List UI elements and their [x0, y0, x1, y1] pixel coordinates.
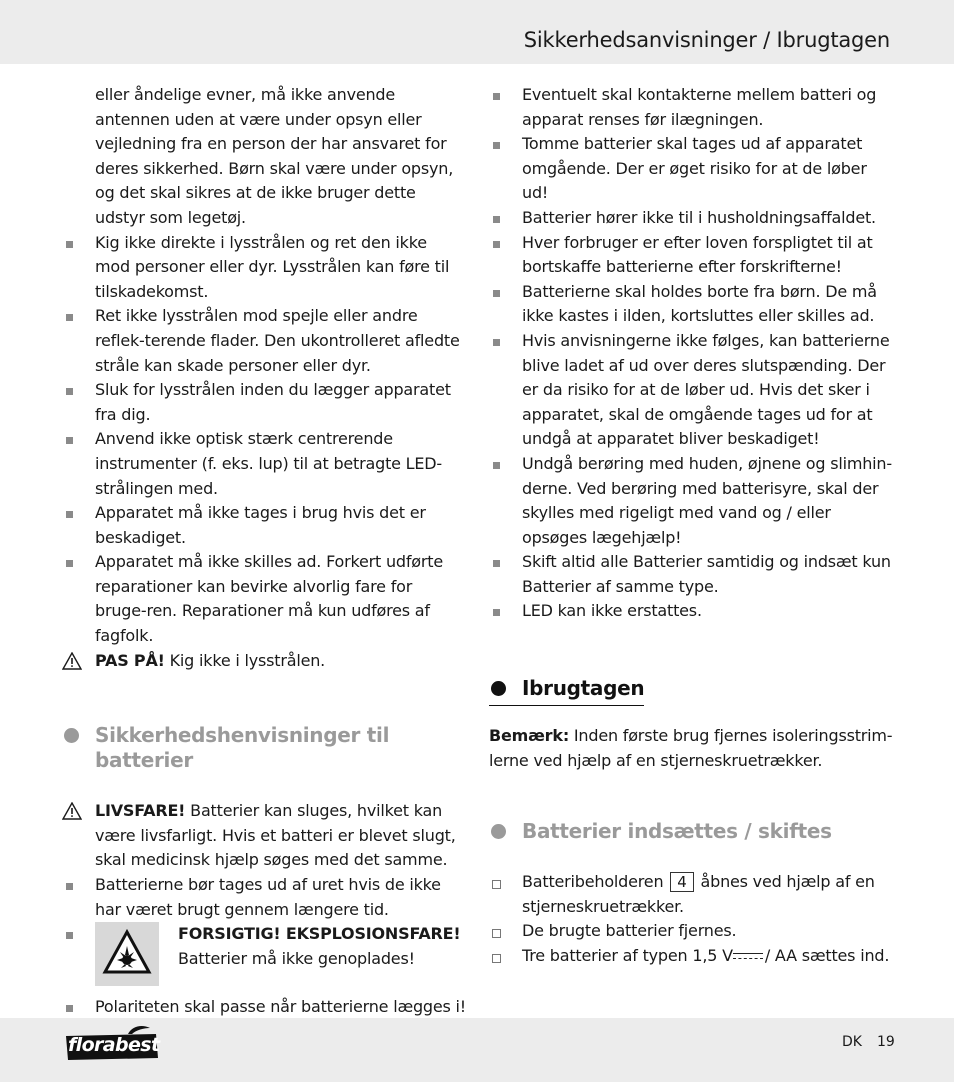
step-item: Batteribeholderen 4 åbnes ved hjælp af en stjerneskruetrækker.: [489, 870, 893, 919]
bullet-square-icon: [66, 932, 73, 939]
list-item: Hvis anvisningerne ikke følges, kan batterierne blive ladet af ud over deres slutspænding. Der er da risiko for at de løber ud. Hvis det sker i apparatet, skal de omgående tages ud for at undgå at apparatet bliver beskadiget!: [489, 329, 893, 452]
danger-text: Batterier kan sluges, hvilket kan være livsfarligt. Hvis et batteri er blevet slugt, skal medicinsk hjælp søges med det samme.: [95, 801, 456, 870]
note-paragraph: [489, 724, 893, 773]
warning-triangle-icon: [62, 652, 82, 670]
danger-note: [62, 799, 466, 873]
list-item: Ret ikke lysstrålen mod spejle eller andre reflek-terende flader. Den ukontrolleret afledte stråle kan skade personer eller dyr.: [62, 304, 466, 378]
list-item: LED kan ikke erstattes.: [489, 599, 893, 624]
dc-symbol-icon: [733, 952, 763, 962]
explosion-hazard-icon: [95, 922, 159, 986]
footer-language: DK: [842, 1034, 862, 1050]
page-title: Sikkerhedsanvisninger / Ibrugtagen: [523, 28, 890, 52]
explosion-text: Batterier må ikke genoplades!: [178, 948, 415, 968]
list-item: Apparatet må ikke tages i brug hvis det er beskadiget.: [62, 501, 466, 550]
list-item: Batterierne bør tages ud af uret hvis de ikke har været brugt gennem længere tid.: [62, 873, 466, 922]
note-label: Bemærk:: [489, 726, 570, 746]
intro-paragraph: eller åndelige evner, må ikke anvende antennen uden at være under opsyn eller vejledning fra en person der har ansvaret for deres sikkerhed. Børn skal være under opsyn, og det skal sikres at de ikke bruger dette udstyr som legetøj.: [95, 85, 454, 227]
note-text: Inden første brug fjernes isoleringsstrim-lerne ved hjælp af en stjerneskruetrækker.: [489, 726, 893, 770]
list-item: Batterierne skal holdes borte fra børn. De må ikke kastes i ilden, kortsluttes eller skilles ad.: [489, 280, 893, 329]
bullet-dot-icon: [491, 681, 506, 696]
list-item: Tomme batterier skal tages ud af apparatet omgående. Der er øget risiko for at de løber ud!: [489, 132, 893, 206]
bullet-dot-icon: [64, 728, 79, 743]
caution-text: Kig ikke i lysstrålen.: [164, 650, 326, 670]
danger-label: LIVSFARE!: [95, 801, 186, 821]
list-item: Apparatet må ikke skilles ad. Forkert udførte reparationer kan bevirke alvorlig fare for bruge-ren. Reparationer må kun udføres af fagfolk.: [62, 550, 466, 648]
bullet-dot-icon: [491, 824, 506, 839]
ibrugtagen-heading: Ibrugtagen: [489, 676, 644, 706]
right-column: [489, 83, 893, 969]
list-item: Anvend ikke optisk stærk centrerende instrumenter (f. eks. lup) til at betragte LED-strålingen med.: [62, 427, 466, 501]
list-item: Hver forbruger er efter loven forspligtet til at bortskaffe batterierne efter forskrifterne!: [489, 231, 893, 280]
list-item: Eventuelt skal kontakterne mellem batteri og apparat renses før ilægningen.: [489, 83, 893, 132]
list-item: Sluk for lysstrålen inden du lægger apparatet fra dig.: [62, 378, 466, 427]
list-item: Batterier hører ikke til i husholdningsaffaldet.: [489, 206, 893, 231]
caution-note: [62, 649, 466, 674]
step-item: Tre batterier af typen 1,5 V / AA sættes ind.: [489, 944, 893, 969]
left-column: [62, 83, 466, 1044]
explosion-warning: [62, 922, 466, 986]
list-item: Undgå berøring med huden, øjnene og slimhin-derne. Ved berøring med batterisyre, skal der skylles med rigeligt med vand og / eller opsøges lægehjælp!: [489, 452, 893, 550]
warning-triangle-icon: [62, 802, 82, 820]
explosion-label: FORSIGTIG! EKSPLOSIONSFARE!: [178, 924, 461, 944]
list-item: Kig ikke direkte i lysstrålen og ret den ikke mod personer eller dyr. Lysstrålen kan føre til tilskadekomst.: [62, 231, 466, 305]
florabest-logo: florabest: [64, 1024, 160, 1062]
caution-label: PAS PÅ!: [95, 650, 165, 670]
battery-safety-heading: Sikkerhedshenvisninger til batterier: [62, 723, 395, 773]
step-item: De brugte batterier fjernes.: [489, 919, 893, 944]
page-number: 19: [877, 1034, 895, 1050]
part-number-box: 4: [670, 872, 693, 892]
list-item: Polariteten skal passe når batterierne lægges i!: [62, 995, 466, 1044]
battery-insert-heading: Batterier indsættes / skiftes: [489, 819, 893, 844]
list-item: Skift altid alle Batterier samtidig og indsæt kun Batterier af samme type.: [489, 550, 893, 599]
